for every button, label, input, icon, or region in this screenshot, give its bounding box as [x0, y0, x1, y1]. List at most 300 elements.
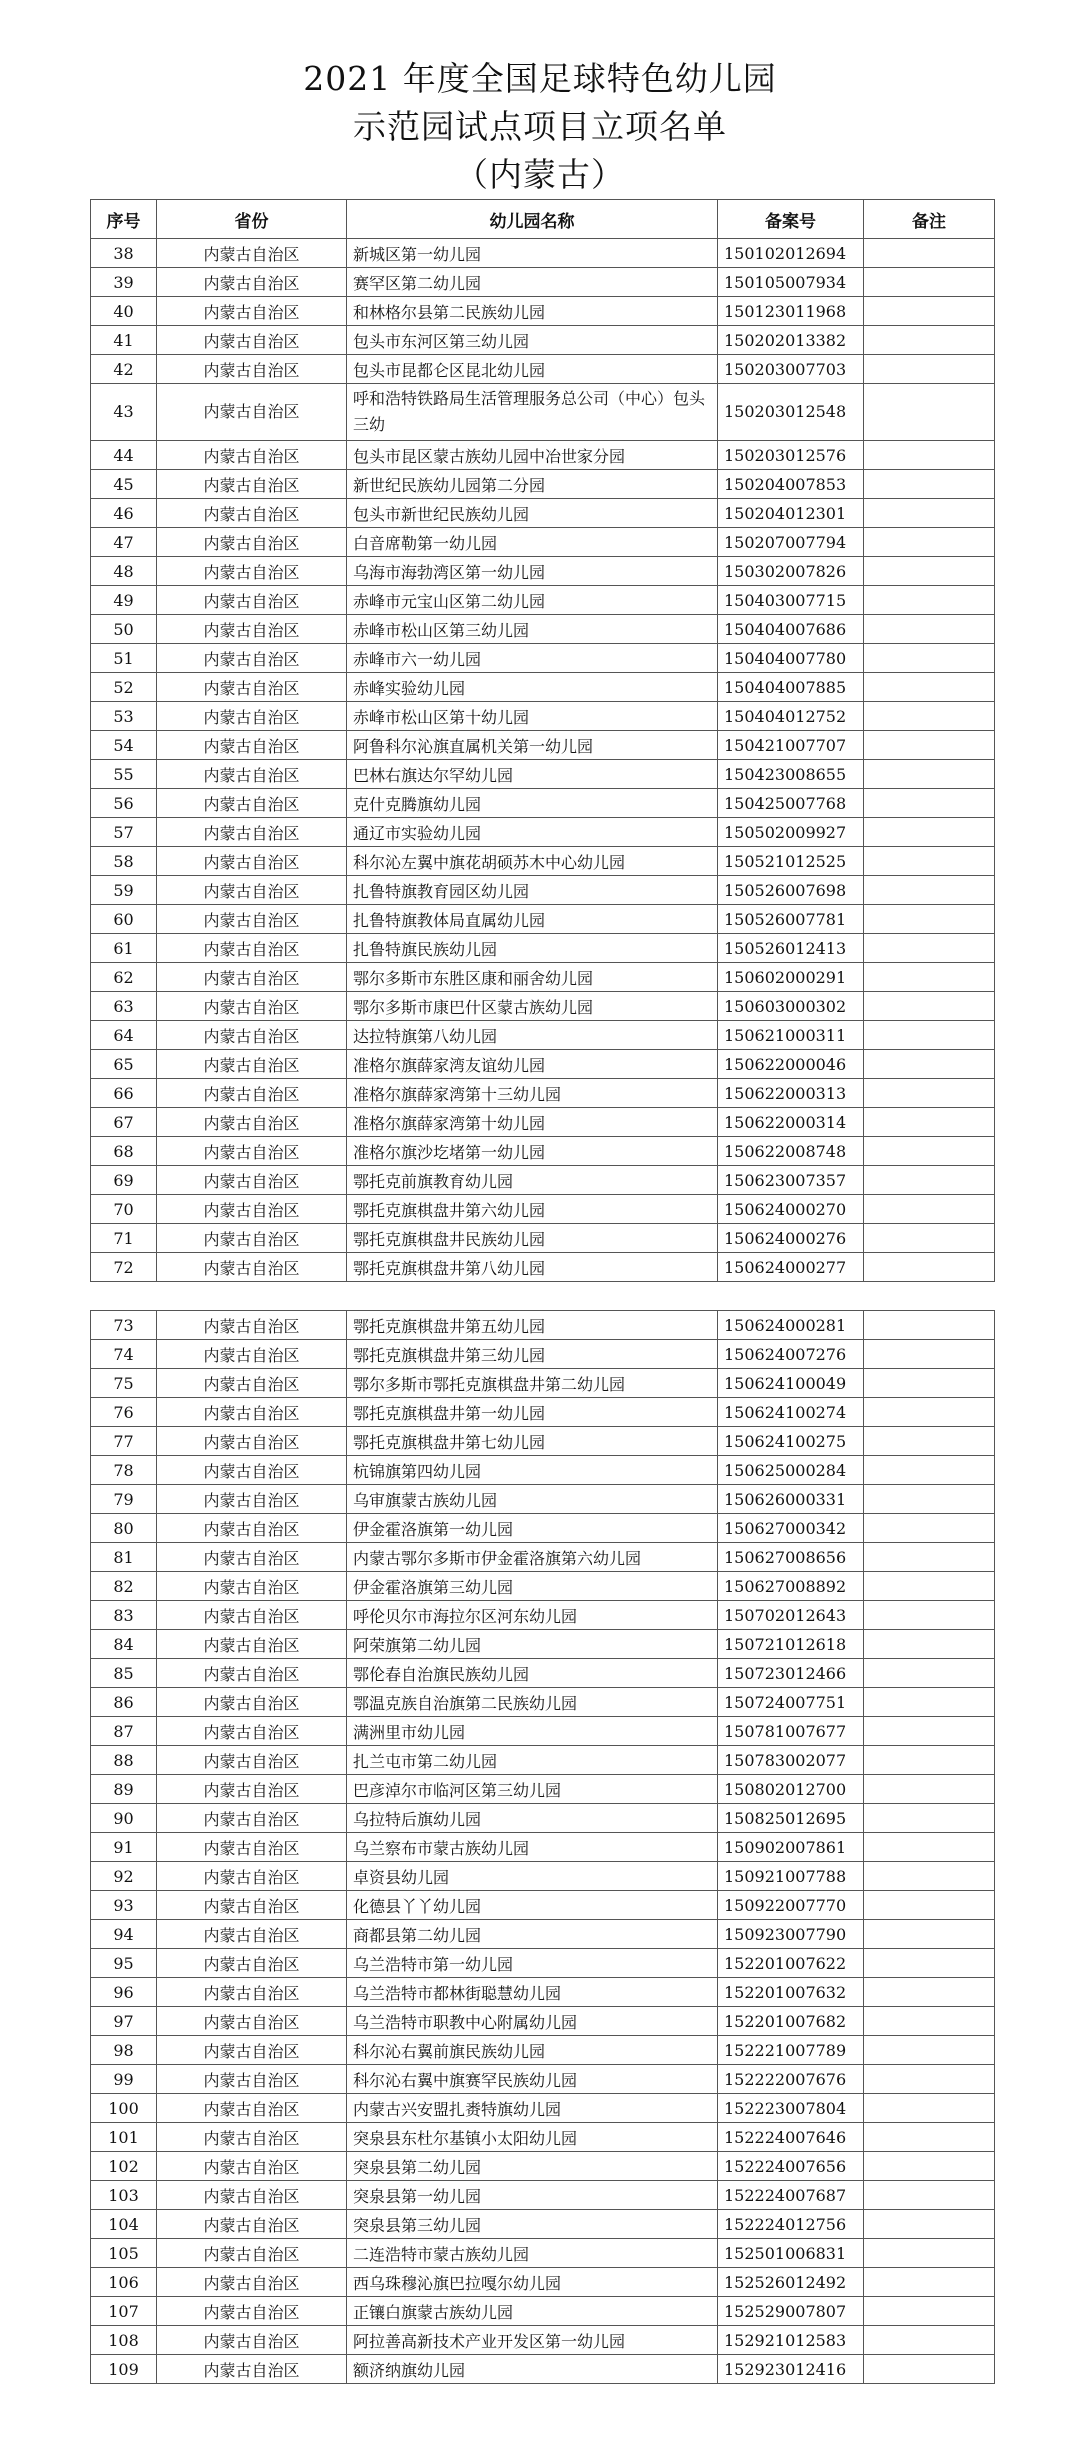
kindergarten-name-cell: 突泉县第二幼儿园: [347, 2152, 718, 2181]
serial-cell: 97: [91, 2007, 157, 2036]
table-row: [91, 1746, 995, 1775]
kindergarten-name-cell: 鄂尔多斯市鄂托克旗棋盘井第二幼儿园: [347, 1369, 718, 1398]
serial-cell: 84: [91, 1630, 157, 1659]
serial-cell: 63: [91, 992, 157, 1021]
serial-cell: 95: [91, 1949, 157, 1978]
table-row: [91, 992, 995, 1021]
record-number-cell: 150624007276: [718, 1340, 864, 1369]
remarks-cell: [864, 731, 995, 760]
record-number-cell: 152224012756: [718, 2210, 864, 2239]
kindergarten-name-cell: 扎鲁特旗民族幼儿园: [347, 934, 718, 963]
table-row: [91, 2036, 995, 2065]
table-row: [91, 2297, 995, 2326]
remarks-cell: [864, 2268, 995, 2297]
serial-cell: 104: [91, 2210, 157, 2239]
remarks-cell: [864, 847, 995, 876]
record-number-cell: 152222007676: [718, 2065, 864, 2094]
province-cell: 内蒙古自治区: [157, 1485, 347, 1514]
kindergarten-name-cell: 扎鲁特旗教育园区幼儿园: [347, 876, 718, 905]
remarks-cell: [864, 1717, 995, 1746]
kindergarten-name-cell: 赤峰市松山区第三幼儿园: [347, 615, 718, 644]
record-number-cell: 150627008656: [718, 1543, 864, 1572]
table-row: [91, 1630, 995, 1659]
record-number-cell: 150404012752: [718, 702, 864, 731]
kindergarten-name-cell: 突泉县东杜尔基镇小太阳幼儿园: [347, 2123, 718, 2152]
serial-cell: 109: [91, 2355, 157, 2384]
remarks-cell: [864, 1862, 995, 1891]
kindergarten-name-cell: 突泉县第一幼儿园: [347, 2181, 718, 2210]
record-number-cell: 150404007780: [718, 644, 864, 673]
record-number-cell: 150723012466: [718, 1659, 864, 1688]
province-cell: 内蒙古自治区: [157, 673, 347, 702]
record-number-cell: 150105007934: [718, 268, 864, 297]
province-cell: 内蒙古自治区: [157, 1688, 347, 1717]
serial-cell: 93: [91, 1891, 157, 1920]
province-cell: 内蒙古自治区: [157, 1833, 347, 1862]
remarks-cell: [864, 1398, 995, 1427]
province-cell: 内蒙古自治区: [157, 1978, 347, 2007]
record-number-cell: 152923012416: [718, 2355, 864, 2384]
serial-cell: 78: [91, 1456, 157, 1485]
record-number-cell: 150923007790: [718, 1920, 864, 1949]
kindergarten-name-cell: 卓资县幼儿园: [347, 1862, 718, 1891]
kindergarten-name-cell: 正镶白旗蒙古族幼儿园: [347, 2297, 718, 2326]
table-row: [91, 470, 995, 499]
serial-cell: 82: [91, 1572, 157, 1601]
remarks-cell: [864, 644, 995, 673]
province-cell: 内蒙古自治区: [157, 1456, 347, 1485]
kindergarten-name-cell: 科尔沁左翼中旗花胡硕苏木中心幼儿园: [347, 847, 718, 876]
header-record-number: 备案号: [718, 200, 864, 239]
table-row: [91, 731, 995, 760]
remarks-cell: [864, 1137, 995, 1166]
table-row: [91, 1659, 995, 1688]
record-number-cell: 150425007768: [718, 789, 864, 818]
remarks-cell: [864, 2036, 995, 2065]
remarks-cell: [864, 297, 995, 326]
province-cell: 内蒙古自治区: [157, 1195, 347, 1224]
kindergarten-name-cell: 阿鲁科尔沁旗直属机关第一幼儿园: [347, 731, 718, 760]
kindergarten-name-cell: 乌兰浩特市都林街聪慧幼儿园: [347, 1978, 718, 2007]
remarks-cell: [864, 1253, 995, 1282]
remarks-cell: [864, 876, 995, 905]
remarks-cell: [864, 1195, 995, 1224]
remarks-cell: [864, 1630, 995, 1659]
record-number-cell: 152201007632: [718, 1978, 864, 2007]
remarks-cell: [864, 1340, 995, 1369]
kindergarten-name-cell: 赤峰实验幼儿园: [347, 673, 718, 702]
table-row: [91, 1688, 995, 1717]
province-cell: 内蒙古自治区: [157, 1311, 347, 1340]
province-cell: 内蒙古自治区: [157, 1891, 347, 1920]
table-row: [91, 586, 995, 615]
province-cell: 内蒙古自治区: [157, 297, 347, 326]
record-number-cell: 150624100275: [718, 1427, 864, 1456]
record-number-cell: 152501006831: [718, 2239, 864, 2268]
kindergarten-name-cell: 新世纪民族幼儿园第二分园: [347, 470, 718, 499]
kindergarten-name-cell: 巴林右旗达尔罕幼儿园: [347, 760, 718, 789]
province-cell: 内蒙古自治区: [157, 355, 347, 384]
table-row: [91, 2181, 995, 2210]
record-number-cell: 150622000314: [718, 1108, 864, 1137]
serial-cell: 86: [91, 1688, 157, 1717]
record-number-cell: 152201007622: [718, 1949, 864, 1978]
record-number-cell: 150102012694: [718, 239, 864, 268]
record-number-cell: 150624100274: [718, 1398, 864, 1427]
province-cell: 内蒙古自治区: [157, 847, 347, 876]
serial-cell: 68: [91, 1137, 157, 1166]
kindergarten-name-cell: 鄂尔多斯市东胜区康和丽舍幼儿园: [347, 963, 718, 992]
serial-cell: 96: [91, 1978, 157, 2007]
serial-cell: 99: [91, 2065, 157, 2094]
record-number-cell: 150207007794: [718, 528, 864, 557]
kindergarten-table-part-2: [90, 1310, 995, 2384]
remarks-cell: [864, 992, 995, 1021]
serial-cell: 43: [91, 384, 157, 441]
kindergarten-name-cell: 鄂托克旗棋盘井第一幼儿园: [347, 1398, 718, 1427]
table-row: [91, 847, 995, 876]
record-number-cell: 150622008748: [718, 1137, 864, 1166]
province-cell: 内蒙古自治区: [157, 731, 347, 760]
serial-cell: 81: [91, 1543, 157, 1572]
kindergarten-name-cell: 鄂托克旗棋盘井第五幼儿园: [347, 1311, 718, 1340]
table-row: [91, 702, 995, 731]
serial-cell: 85: [91, 1659, 157, 1688]
serial-cell: 66: [91, 1079, 157, 1108]
kindergarten-name-cell: 鄂托克旗棋盘井第八幼儿园: [347, 1253, 718, 1282]
record-number-cell: 150624000270: [718, 1195, 864, 1224]
province-cell: 内蒙古自治区: [157, 2036, 347, 2065]
record-number-cell: 150404007885: [718, 673, 864, 702]
record-number-cell: 150802012700: [718, 1775, 864, 1804]
serial-cell: 71: [91, 1224, 157, 1253]
kindergarten-name-cell: 赤峰市松山区第十幼儿园: [347, 702, 718, 731]
table-row: [91, 268, 995, 297]
remarks-cell: [864, 1659, 995, 1688]
kindergarten-name-cell: 额济纳旗幼儿园: [347, 2355, 718, 2384]
kindergarten-name-cell: 乌兰浩特市第一幼儿园: [347, 1949, 718, 1978]
record-number-cell: 152921012583: [718, 2326, 864, 2355]
table-row: [91, 2123, 995, 2152]
province-cell: 内蒙古自治区: [157, 1166, 347, 1195]
record-number-cell: 150526012413: [718, 934, 864, 963]
serial-cell: 87: [91, 1717, 157, 1746]
remarks-cell: [864, 239, 995, 268]
table-row: [91, 2326, 995, 2355]
table-row: [91, 2239, 995, 2268]
record-number-cell: 150502009927: [718, 818, 864, 847]
kindergarten-name-cell: 乌审旗蒙古族幼儿园: [347, 1485, 718, 1514]
serial-cell: 52: [91, 673, 157, 702]
table-row: [91, 384, 995, 441]
serial-cell: 72: [91, 1253, 157, 1282]
serial-cell: 91: [91, 1833, 157, 1862]
serial-cell: 105: [91, 2239, 157, 2268]
province-cell: 内蒙古自治区: [157, 876, 347, 905]
table-row: [91, 1166, 995, 1195]
table-row: [91, 615, 995, 644]
serial-cell: 59: [91, 876, 157, 905]
kindergarten-name-cell: 乌海市海勃湾区第一幼儿园: [347, 557, 718, 586]
table-row: [91, 239, 995, 268]
record-number-cell: 150203007703: [718, 355, 864, 384]
kindergarten-name-cell: 鄂托克旗棋盘井民族幼儿园: [347, 1224, 718, 1253]
province-cell: 内蒙古自治区: [157, 2123, 347, 2152]
serial-cell: 47: [91, 528, 157, 557]
serial-cell: 65: [91, 1050, 157, 1079]
remarks-cell: [864, 1456, 995, 1485]
remarks-cell: [864, 702, 995, 731]
table-row: [91, 2210, 995, 2239]
record-number-cell: 150203012548: [718, 384, 864, 441]
province-cell: 内蒙古自治区: [157, 963, 347, 992]
kindergarten-name-cell: 鄂伦春自治旗民族幼儿园: [347, 1659, 718, 1688]
province-cell: 内蒙古自治区: [157, 2181, 347, 2210]
kindergarten-name-cell: 赤峰市六一幼儿园: [347, 644, 718, 673]
record-number-cell: 150302007826: [718, 557, 864, 586]
kindergarten-name-cell: 赤峰市元宝山区第二幼儿园: [347, 586, 718, 615]
serial-cell: 76: [91, 1398, 157, 1427]
province-cell: 内蒙古自治区: [157, 2152, 347, 2181]
remarks-cell: [864, 1021, 995, 1050]
kindergarten-name-cell: 扎兰屯市第二幼儿园: [347, 1746, 718, 1775]
province-cell: 内蒙古自治区: [157, 586, 347, 615]
table-row: [91, 355, 995, 384]
serial-cell: 83: [91, 1601, 157, 1630]
province-cell: 内蒙古自治区: [157, 1369, 347, 1398]
kindergarten-name-cell: 包头市昆都仑区昆北幼儿园: [347, 355, 718, 384]
record-number-cell: 150526007781: [718, 905, 864, 934]
serial-cell: 64: [91, 1021, 157, 1050]
table-row: [91, 1369, 995, 1398]
province-cell: 内蒙古自治区: [157, 2007, 347, 2036]
province-cell: 内蒙古自治区: [157, 1920, 347, 1949]
remarks-cell: [864, 1833, 995, 1862]
table-row: [91, 326, 995, 355]
table-row: [91, 2152, 995, 2181]
serial-cell: 57: [91, 818, 157, 847]
remarks-cell: [864, 1514, 995, 1543]
kindergarten-name-cell: 巴彦淖尔市临河区第三幼儿园: [347, 1775, 718, 1804]
kindergarten-name-cell: 化德县丫丫幼儿园: [347, 1891, 718, 1920]
remarks-cell: [864, 528, 995, 557]
record-number-cell: 150622000313: [718, 1079, 864, 1108]
province-cell: 内蒙古自治区: [157, 2210, 347, 2239]
kindergarten-name-cell: 鄂尔多斯市康巴什区蒙古族幼儿园: [347, 992, 718, 1021]
doc-title-line-3: （内蒙古）: [455, 155, 625, 194]
kindergarten-name-cell: 鄂托克旗棋盘井第七幼儿园: [347, 1427, 718, 1456]
remarks-cell: [864, 1108, 995, 1137]
serial-cell: 49: [91, 586, 157, 615]
table-row: [91, 2094, 995, 2123]
remarks-cell: [864, 557, 995, 586]
remarks-cell: [864, 2297, 995, 2326]
table-row: [91, 1340, 995, 1369]
serial-cell: 102: [91, 2152, 157, 2181]
record-number-cell: 152526012492: [718, 2268, 864, 2297]
table-row: [91, 441, 995, 470]
province-cell: 内蒙古自治区: [157, 2268, 347, 2297]
remarks-cell: [864, 934, 995, 963]
table-row: [91, 1427, 995, 1456]
province-cell: 内蒙古自治区: [157, 1137, 347, 1166]
record-number-cell: 152223007804: [718, 2094, 864, 2123]
serial-cell: 45: [91, 470, 157, 499]
record-number-cell: 150783002077: [718, 1746, 864, 1775]
header-kindergarten-name: 幼儿园名称: [347, 200, 718, 239]
header-serial: 序号: [91, 200, 157, 239]
table-row: [91, 760, 995, 789]
record-number-cell: 150624000277: [718, 1253, 864, 1282]
province-cell: 内蒙古自治区: [157, 1253, 347, 1282]
record-number-cell: 150603000302: [718, 992, 864, 1021]
kindergarten-name-cell: 新城区第一幼儿园: [347, 239, 718, 268]
record-number-cell: 150626000331: [718, 1485, 864, 1514]
remarks-cell: [864, 1224, 995, 1253]
province-cell: 内蒙古自治区: [157, 2326, 347, 2355]
province-cell: 内蒙古自治区: [157, 1630, 347, 1659]
serial-cell: 70: [91, 1195, 157, 1224]
kindergarten-name-cell: 准格尔旗薛家湾第十三幼儿园: [347, 1079, 718, 1108]
province-cell: 内蒙古自治区: [157, 1659, 347, 1688]
remarks-cell: [864, 268, 995, 297]
serial-cell: 48: [91, 557, 157, 586]
record-number-cell: 150404007686: [718, 615, 864, 644]
record-number-cell: 152224007646: [718, 2123, 864, 2152]
serial-cell: 75: [91, 1369, 157, 1398]
province-cell: 内蒙古自治区: [157, 1746, 347, 1775]
serial-cell: 42: [91, 355, 157, 384]
kindergarten-name-cell: 包头市新世纪民族幼儿园: [347, 499, 718, 528]
province-cell: 内蒙古自治区: [157, 818, 347, 847]
province-cell: 内蒙古自治区: [157, 1804, 347, 1833]
province-cell: 内蒙古自治区: [157, 1572, 347, 1601]
serial-cell: 77: [91, 1427, 157, 1456]
remarks-cell: [864, 905, 995, 934]
remarks-cell: [864, 441, 995, 470]
serial-cell: 61: [91, 934, 157, 963]
serial-cell: 80: [91, 1514, 157, 1543]
record-number-cell: 150623007357: [718, 1166, 864, 1195]
province-cell: 内蒙古自治区: [157, 2094, 347, 2123]
record-number-cell: 152224007687: [718, 2181, 864, 2210]
kindergarten-name-cell: 准格尔旗薛家湾第十幼儿园: [347, 1108, 718, 1137]
table-row: [91, 1456, 995, 1485]
record-number-cell: 152221007789: [718, 2036, 864, 2065]
remarks-cell: [864, 1920, 995, 1949]
remarks-cell: [864, 1427, 995, 1456]
province-cell: 内蒙古自治区: [157, 1862, 347, 1891]
kindergarten-name-cell: 满洲里市幼儿园: [347, 1717, 718, 1746]
serial-cell: 98: [91, 2036, 157, 2065]
table-row: [91, 1862, 995, 1891]
province-cell: 内蒙古自治区: [157, 268, 347, 297]
serial-cell: 74: [91, 1340, 157, 1369]
kindergarten-name-cell: 伊金霍洛旗第一幼儿园: [347, 1514, 718, 1543]
serial-cell: 89: [91, 1775, 157, 1804]
serial-cell: 54: [91, 731, 157, 760]
remarks-cell: [864, 470, 995, 499]
table-row: [91, 1137, 995, 1166]
record-number-cell: 150921007788: [718, 1862, 864, 1891]
remarks-cell: [864, 2239, 995, 2268]
record-number-cell: 150624000276: [718, 1224, 864, 1253]
remarks-cell: [864, 326, 995, 355]
serial-cell: 79: [91, 1485, 157, 1514]
remarks-cell: [864, 1688, 995, 1717]
remarks-cell: [864, 673, 995, 702]
serial-cell: 103: [91, 2181, 157, 2210]
header-remarks: 备注: [864, 200, 995, 239]
kindergarten-name-cell: 包头市昆区蒙古族幼儿园中冶世家分园: [347, 441, 718, 470]
remarks-cell: [864, 1369, 995, 1398]
remarks-cell: [864, 2181, 995, 2210]
serial-cell: 88: [91, 1746, 157, 1775]
table-row: [91, 644, 995, 673]
kindergarten-name-cell: 内蒙古兴安盟扎赉特旗幼儿园: [347, 2094, 718, 2123]
kindergarten-name-cell: 扎鲁特旗教体局直属幼儿园: [347, 905, 718, 934]
province-cell: 内蒙古自治区: [157, 1717, 347, 1746]
header-province: 省份: [157, 200, 347, 239]
serial-cell: 108: [91, 2326, 157, 2355]
province-cell: 内蒙古自治区: [157, 992, 347, 1021]
table-row: [91, 1601, 995, 1630]
serial-cell: 41: [91, 326, 157, 355]
kindergarten-name-cell: 科尔沁右翼前旗民族幼儿园: [347, 2036, 718, 2065]
province-cell: 内蒙古自治区: [157, 239, 347, 268]
remarks-cell: [864, 1311, 995, 1340]
province-cell: 内蒙古自治区: [157, 1108, 347, 1137]
kindergarten-name-cell: 赛罕区第二幼儿园: [347, 268, 718, 297]
province-cell: 内蒙古自治区: [157, 905, 347, 934]
table-row: [91, 876, 995, 905]
kindergarten-name-cell: 阿拉善高新技术产业开发区第一幼儿园: [347, 2326, 718, 2355]
record-number-cell: 150521012525: [718, 847, 864, 876]
record-number-cell: 150203012576: [718, 441, 864, 470]
serial-cell: 58: [91, 847, 157, 876]
kindergarten-name-cell: 准格尔旗沙圪堵第一幼儿园: [347, 1137, 718, 1166]
record-number-cell: 150403007715: [718, 586, 864, 615]
remarks-cell: [864, 1166, 995, 1195]
serial-cell: 107: [91, 2297, 157, 2326]
record-number-cell: 152529007807: [718, 2297, 864, 2326]
record-number-cell: 150421007707: [718, 731, 864, 760]
remarks-cell: [864, 615, 995, 644]
table-row: [91, 1891, 995, 1920]
table-row: [91, 934, 995, 963]
province-cell: 内蒙古自治区: [157, 1398, 347, 1427]
remarks-cell: [864, 1804, 995, 1833]
province-cell: 内蒙古自治区: [157, 326, 347, 355]
kindergarten-name-cell: 西乌珠穆沁旗巴拉嘎尔幼儿园: [347, 2268, 718, 2297]
serial-cell: 46: [91, 499, 157, 528]
remarks-cell: [864, 789, 995, 818]
table-row: [91, 1485, 995, 1514]
province-cell: 内蒙古自治区: [157, 934, 347, 963]
province-cell: 内蒙古自治区: [157, 1050, 347, 1079]
kindergarten-name-cell: 准格尔旗薛家湾友谊幼儿园: [347, 1050, 718, 1079]
table-row: [91, 528, 995, 557]
table-row: [91, 1224, 995, 1253]
kindergarten-name-cell: 内蒙古鄂尔多斯市伊金霍洛旗第六幼儿园: [347, 1543, 718, 1572]
kindergarten-name-cell: 呼和浩特铁路局生活管理服务总公司（中心）包头三幼: [347, 384, 718, 441]
table-row: [91, 963, 995, 992]
doc-title-line-2: 示范园试点项目立项名单: [353, 107, 727, 146]
kindergarten-table-part-1: [90, 199, 995, 1282]
kindergarten-name-cell: 鄂托克旗棋盘井第三幼儿园: [347, 1340, 718, 1369]
province-cell: 内蒙古自治区: [157, 470, 347, 499]
remarks-cell: [864, 586, 995, 615]
